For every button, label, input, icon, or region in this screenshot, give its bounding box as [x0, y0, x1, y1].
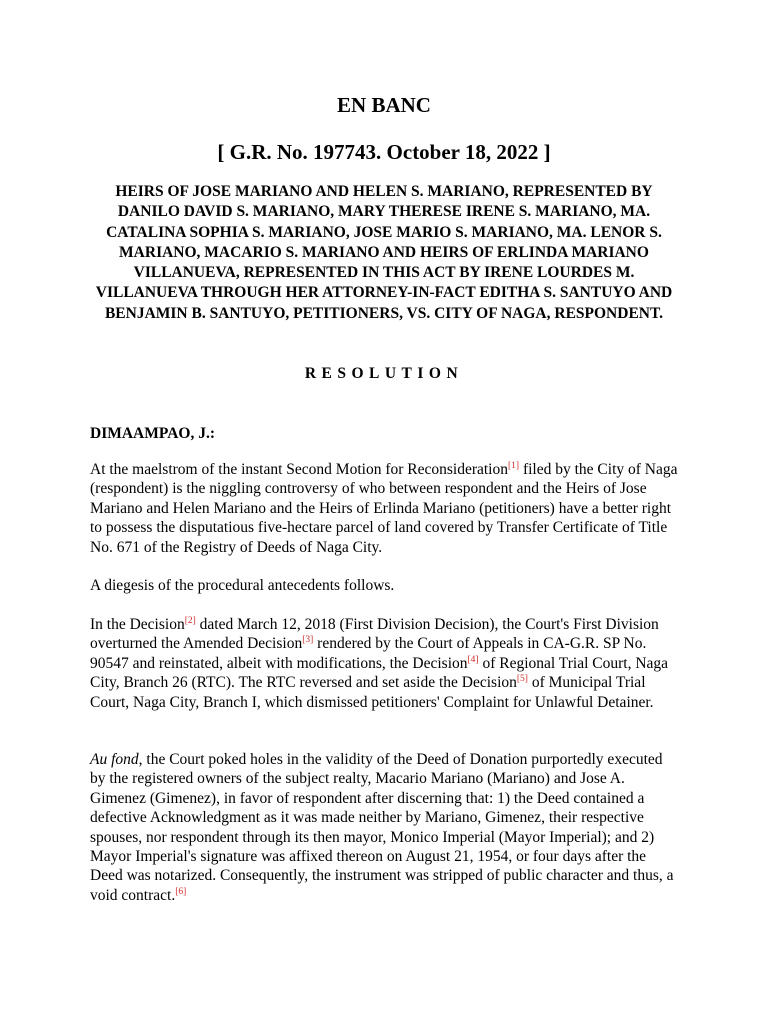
- paragraph-3-text-a: In the Decision: [90, 616, 185, 633]
- paragraph-1: [90, 460, 680, 557]
- footnote-link-4[interactable]: [4]: [467, 654, 479, 665]
- paragraph-3-text-d: of Regional Trial Court, Naga City, Branch 26 (RTC). The RTC reversed and set aside the Decision: [90, 654, 669, 692]
- ponente-name: DIMAAMPAO, J.:: [90, 425, 215, 442]
- footnote-link-6[interactable]: [6]: [175, 886, 187, 897]
- paragraph-2: [90, 576, 680, 595]
- footnote-link-3[interactable]: [3]: [302, 635, 314, 646]
- paragraph-3-text-b: dated March 12, 2018 (First Division Decision), the Court's First Division overturned the Amended Decision: [90, 616, 659, 653]
- footnote-link-1[interactable]: [1]: [508, 461, 520, 471]
- case-number-heading: [ G.R. No. 197743. October 18, 2022 ]: [217, 140, 551, 164]
- paragraph-1-text-a: At the maelstrom of the instant Second Motion for Reconsideration: [90, 461, 508, 478]
- resolution-heading: RESOLUTION: [304, 365, 464, 382]
- paragraph-1-text-b: filed by the City of Naga (respondent) is the niggling controversy of who between respondent and the Heirs of Jose Mariano and Helen Mariano and the Heirs of Erlinda Mariano (petitioners) have a better right to possess the disputatious five-hectare parcel of land covered by Transfer Certificate of Title No. 671 of the Registry of Deeds of Naga City.: [90, 461, 678, 556]
- paragraph-4-italic: Au fond: [90, 751, 139, 768]
- paragraph-4-text: , the Court poked holes in the validity of the Deed of Donation purportedly executed by the registered owners of the subject realty, Macario Mariano (Mariano) and Jose A. Gimenez (Gimenez), in favor of respondent after discerning that: 1) the Deed contained a defective Acknowledgment as it was made neither by Mariano, Gimenez, their respective spouses, nor respondent through its then mayor, Monico Imperial (Mayor Imperial); and 2) Mayor Imperial's signature was affixed thereon on August 21, 1954, or four days after the Deed was notarized. Consequently, the instrument was stripped of public character and thus, a void contract.: [90, 751, 674, 904]
- footnote-link-5[interactable]: [5]: [516, 674, 528, 685]
- paragraph-2-text: A diegesis of the procedural antecedents follows.: [90, 577, 395, 594]
- case-parties-title: HEIRS OF JOSE MARIANO AND HELEN S. MARIANO, REPRESENTED BY DANILO DAVID S. MARIANO, MARY THERESE IRENE S. MARIANO, MA. CATALINA SOPHIA S. MARIANO, JOSE MARIO S. MARIANO, MA. LENOR S. MARIANO, MACARIO S. MARIANO AND HEIRS OF ERLINDA MARIANO VILLANUEVA, REPRESENTED IN THIS ACT BY IRENE LOURDES M. VILLANUEVA THROUGH HER ATTORNEY-IN-FACT EDITHA S. SANTUYO AND BENJAMIN B. SANTUYO, PETITIONERS, VS. CITY OF NAGA, RESPONDENT.: [95, 183, 673, 322]
- paragraph-4: [90, 750, 680, 905]
- paragraph-3-text-c: rendered by the Court of Appeals in CA-G.R. SP No. 90547 and reinstated, albeit with modifications, the Decision: [90, 635, 647, 672]
- paragraph-3: [90, 615, 680, 712]
- paragraph-3-text-e: of Municipal Trial Court, Naga City, Branch I, which dismissed petitioners' Complaint for Unlawful Detainer.: [90, 674, 654, 711]
- footnote-link-2[interactable]: [2]: [184, 616, 196, 626]
- court-division-heading: EN BANC: [337, 93, 431, 117]
